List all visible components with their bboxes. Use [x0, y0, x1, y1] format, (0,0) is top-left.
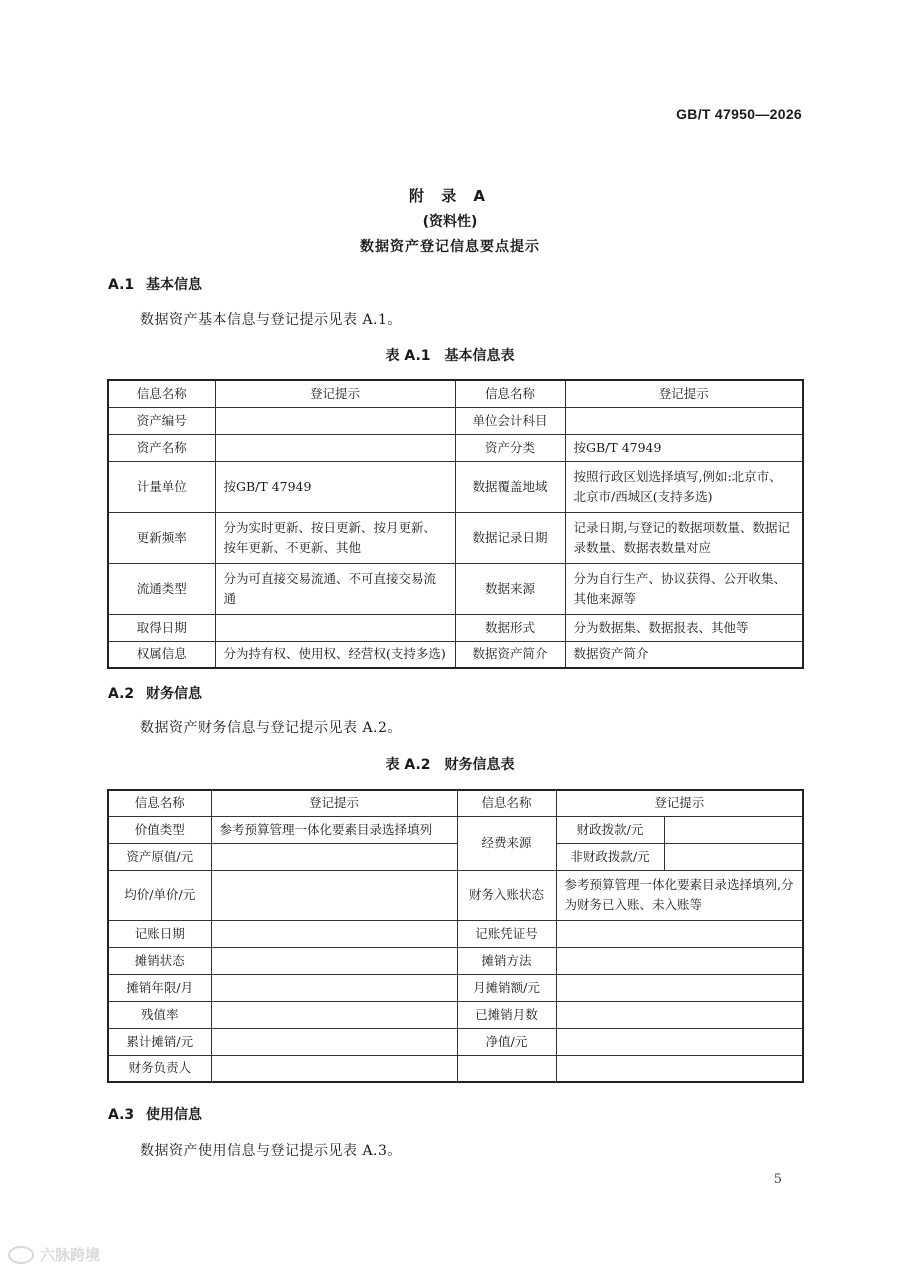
field-name: 数据记录日期: [455, 512, 565, 563]
field-hint: [215, 614, 455, 641]
field-hint: [556, 974, 803, 1001]
field-name: 摊销方法: [457, 947, 556, 974]
table-row: [108, 920, 803, 947]
table-row: [108, 816, 803, 843]
field-hint: [211, 947, 457, 974]
header-cell: 登记提示: [211, 790, 457, 816]
field-hint: [556, 1055, 803, 1082]
field-hint: 参考预算管理一体化要素目录选择填列,分为财务已入账、未入账等: [556, 870, 803, 920]
field-name: 财务入账状态: [457, 870, 556, 920]
field-hint: [211, 1028, 457, 1055]
field-name: 记账凭证号: [457, 920, 556, 947]
section-title: 基本信息: [146, 277, 202, 293]
field-name: 经费来源: [457, 816, 556, 870]
field-hint: [565, 407, 803, 434]
table-row: [108, 641, 803, 668]
appendix-subject: 数据资产登记信息要点提示: [360, 239, 540, 255]
table-title: 财务信息表: [444, 757, 515, 773]
field-hint: [215, 434, 455, 461]
header-cell: 信息名称: [455, 380, 565, 407]
field-hint: 分为自行生产、协议获得、公开收集、其他来源等: [565, 563, 803, 614]
field-hint: [215, 407, 455, 434]
field-name: 数据覆盖地域: [455, 461, 565, 512]
field-name: 残值率: [108, 1001, 211, 1028]
field-name: 权属信息: [108, 641, 215, 668]
field-hint: 分为数据集、数据报表、其他等: [565, 614, 803, 641]
field-name: 净值/元: [457, 1028, 556, 1055]
table-row: [108, 614, 803, 641]
field-name: 单位会计科目: [455, 407, 565, 434]
section-heading-a1: [108, 274, 202, 294]
field-hint: 按GB/T 47949: [565, 434, 803, 461]
field-hint: 分为持有权、使用权、经营权(支持多选): [215, 641, 455, 668]
field-subname: 财政拨款/元: [556, 816, 664, 843]
table-row: [108, 1001, 803, 1028]
field-name: 均价/单价/元: [108, 870, 211, 920]
field-hint: [556, 947, 803, 974]
table-row: [108, 947, 803, 974]
field-hint: [211, 920, 457, 947]
field-name: 资产分类: [455, 434, 565, 461]
field-name: 资产原值/元: [108, 843, 211, 870]
table-title: 基本信息表: [444, 348, 515, 364]
section-title: 使用信息: [146, 1107, 202, 1123]
section-intro-a1: 数据资产基本信息与登记提示见表 A.1。: [140, 312, 402, 328]
field-hint: 记录日期,与登记的数据项数量、数据记录数量、数据表数量对应: [565, 512, 803, 563]
table-number: 表 A.2: [385, 757, 431, 773]
header-cell: 登记提示: [556, 790, 803, 816]
field-name: 记账日期: [108, 920, 211, 947]
field-hint: [556, 920, 803, 947]
field-hint: [211, 843, 457, 870]
field-name: 资产名称: [108, 434, 215, 461]
section-number: A.2: [108, 686, 135, 702]
table-row: [108, 461, 803, 512]
table-row: [108, 407, 803, 434]
field-name: 价值类型: [108, 816, 211, 843]
basic-info-table: [107, 379, 804, 669]
table-header-row: [108, 790, 803, 816]
page-number: 5: [773, 1172, 782, 1187]
table-header-row: [108, 380, 803, 407]
section-intro-a3: 数据资产使用信息与登记提示见表 A.3。: [140, 1143, 402, 1159]
section-heading-a3: [108, 1104, 202, 1124]
field-hint: [211, 870, 457, 920]
field-hint: [664, 843, 803, 870]
field-hint: 按照行政区划选择填写,例如:北京市、北京市/西城区(支持多选): [565, 461, 803, 512]
field-hint: 数据资产简介: [565, 641, 803, 668]
header-cell: 信息名称: [457, 790, 556, 816]
table-number: 表 A.1: [385, 348, 431, 364]
financial-info-table: [107, 789, 804, 1083]
field-name: 摊销年限/月: [108, 974, 211, 1001]
field-hint: [556, 1028, 803, 1055]
field-hint: 分为实时更新、按日更新、按月更新、按年更新、不更新、其他: [215, 512, 455, 563]
standard-code: GB/T 47950—2026: [676, 106, 802, 122]
watermark-logo-icon: [8, 1246, 34, 1264]
appendix-type: (资料性): [422, 214, 478, 230]
table-row: [108, 434, 803, 461]
table-caption-a2: [0, 754, 900, 774]
section-title: 财务信息: [146, 686, 202, 702]
table-row: [108, 1055, 803, 1082]
field-name: 数据形式: [455, 614, 565, 641]
field-name: 更新频率: [108, 512, 215, 563]
header-cell: 登记提示: [565, 380, 803, 407]
field-name: 取得日期: [108, 614, 215, 641]
field-hint: [211, 974, 457, 1001]
field-hint: [211, 1055, 457, 1082]
table-row: [108, 1028, 803, 1055]
field-name: 流通类型: [108, 563, 215, 614]
field-name: 已摊销月数: [457, 1001, 556, 1028]
field-hint: 按GB/T 47949: [215, 461, 455, 512]
field-name: 数据来源: [455, 563, 565, 614]
field-name: 计量单位: [108, 461, 215, 512]
table-row: [108, 974, 803, 1001]
watermark: [8, 1244, 100, 1265]
section-number: A.3: [108, 1107, 135, 1123]
header-cell: 信息名称: [108, 380, 215, 407]
field-name: 资产编号: [108, 407, 215, 434]
table-row: [108, 512, 803, 563]
appendix-title: 附 录 A: [408, 187, 492, 205]
field-subname: 非财政拨款/元: [556, 843, 664, 870]
table-caption-a1: [0, 345, 900, 365]
table-row: [108, 563, 803, 614]
field-name: 财务负责人: [108, 1055, 211, 1082]
table-row: [108, 843, 803, 870]
field-name: 月摊销额/元: [457, 974, 556, 1001]
header-cell: 信息名称: [108, 790, 211, 816]
field-hint: [556, 1001, 803, 1028]
section-heading-a2: [108, 683, 202, 703]
section-intro-a2: 数据资产财务信息与登记提示见表 A.2。: [140, 720, 402, 736]
field-name: 累计摊销/元: [108, 1028, 211, 1055]
field-name: 数据资产简介: [455, 641, 565, 668]
header-cell: 登记提示: [215, 380, 455, 407]
field-hint: 分为可直接交易流通、不可直接交易流通: [215, 563, 455, 614]
table-row: [108, 870, 803, 920]
field-name: [457, 1055, 556, 1082]
watermark-text: 六脉跨境: [40, 1246, 101, 1264]
field-hint: 参考预算管理一体化要素目录选择填列: [211, 816, 457, 843]
field-hint: [664, 816, 803, 843]
field-name: 摊销状态: [108, 947, 211, 974]
section-number: A.1: [108, 277, 135, 293]
field-hint: [211, 1001, 457, 1028]
